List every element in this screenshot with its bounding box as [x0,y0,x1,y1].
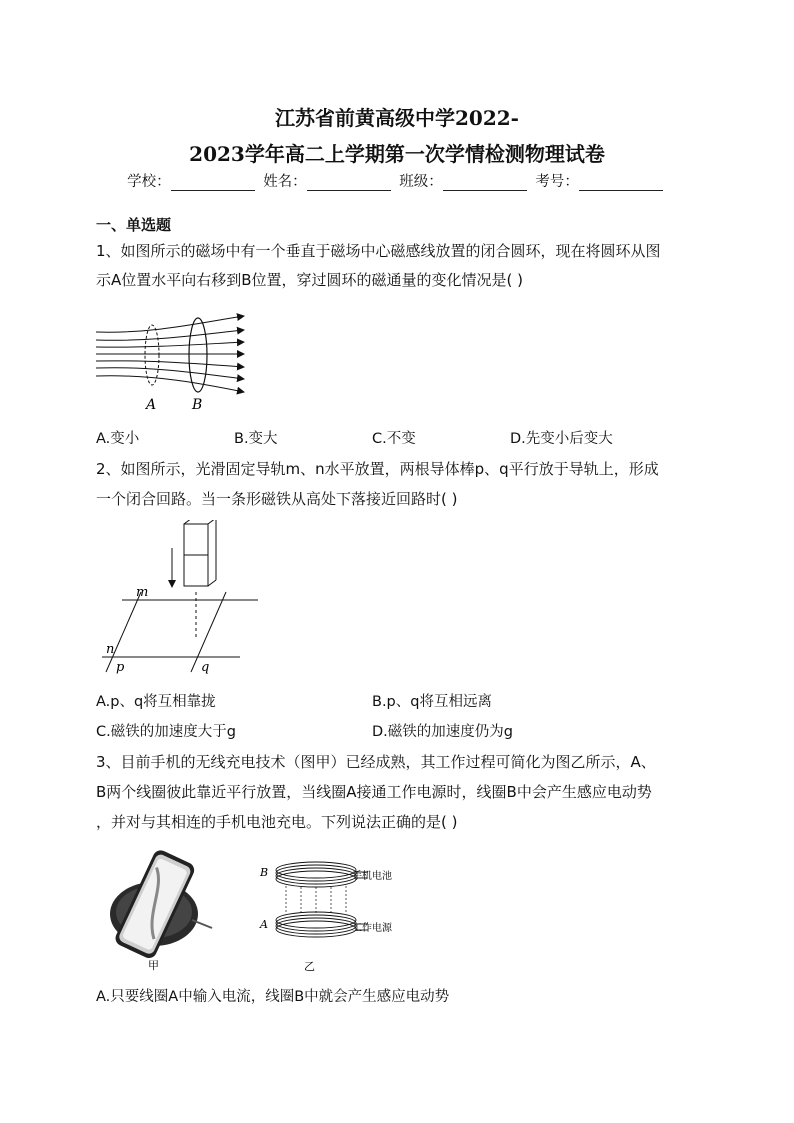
q3-coils-figure [256,852,416,974]
q3-power-source-label: 工作电源 [352,923,392,934]
q3-wireless-charger-figure [96,846,216,972]
name-label: 姓名： [263,174,307,190]
q3-option-a[interactable]: A.只要线圈A中输入电流，线圈B中就会产生感应电动势 [96,989,450,1005]
q3-coil-b-label: B [260,866,269,879]
name-blank [307,176,391,191]
q3-stem-line3: ，并对与其相连的手机电池充电。下列说法正确的是( ) [96,813,458,831]
q2-stem-line1: 2、如图所示，光滑固定导轨m、n水平放置，两根导体棒p、q平行放于导轨上，形成 [96,460,659,478]
q2-label-p: p [116,660,125,675]
q2-option-b[interactable]: B.p、q将互相远离 [372,694,492,710]
q1-label-b: B [192,397,203,413]
q3-phone-battery-label: 手机电池 [352,871,392,882]
q3-caption-yi: 乙 [304,960,315,973]
q2-rails-magnet-figure [96,520,266,680]
q2-option-a[interactable]: A.p、q将互相靠拢 [96,694,216,710]
class-blank [443,176,527,191]
q2-label-q: q [201,660,210,675]
q1-option-c[interactable]: C.不变 [372,431,416,447]
school-blank [171,176,255,191]
title-line-1: 江苏省前黄高级中学2022- [275,106,519,130]
q2-label-n: n [106,642,115,657]
q3-stem-line1: 3、目前手机的无线充电技术（图甲）已经成熟，其工作过程可简化为图乙所示，A、 [96,753,656,771]
q1-magnetic-field-figure [94,312,254,414]
exam-no-label: 考号： [535,174,579,190]
school-label: 学校： [127,174,171,190]
class-label: 班级： [399,174,443,190]
q1-label-a: A [146,397,157,413]
q1-option-b[interactable]: B.变大 [234,431,278,447]
q1-stem-line1: 1、如图所示的磁场中有一个垂直于磁场中心磁感线放置的闭合圆环，现在将圆环从图 [96,242,661,260]
exam-no-blank [579,176,663,191]
q2-stem-line2: 一个闭合回路。当一条形磁铁从高处下落接近回路时( ) [96,490,458,508]
student-info-row [0,170,794,191]
q3-caption-jia: 甲 [148,959,159,972]
q3-stem-line2: B两个线圈彼此靠近平行放置，当线圈A接通工作电源时，线圈B中会产生感应电动势 [96,783,652,801]
q2-option-c[interactable]: C.磁铁的加速度大于g [96,724,236,740]
q1-option-a[interactable]: A.变小 [96,431,140,447]
q2-option-d[interactable]: D.磁铁的加速度仍为g [372,724,513,740]
q1-option-d[interactable]: D.先变小后变大 [510,431,613,447]
title-line-2: 2023学年高二上学期第一次学情检测物理试卷 [189,142,605,166]
q2-label-m: m [136,585,149,600]
q3-coil-a-label: A [260,918,268,931]
q1-stem-line2: 示A位置水平向右移到B位置，穿过圆环的磁通量的变化情况是( ) [96,271,524,289]
section-title: 一、单选题 [96,216,172,234]
